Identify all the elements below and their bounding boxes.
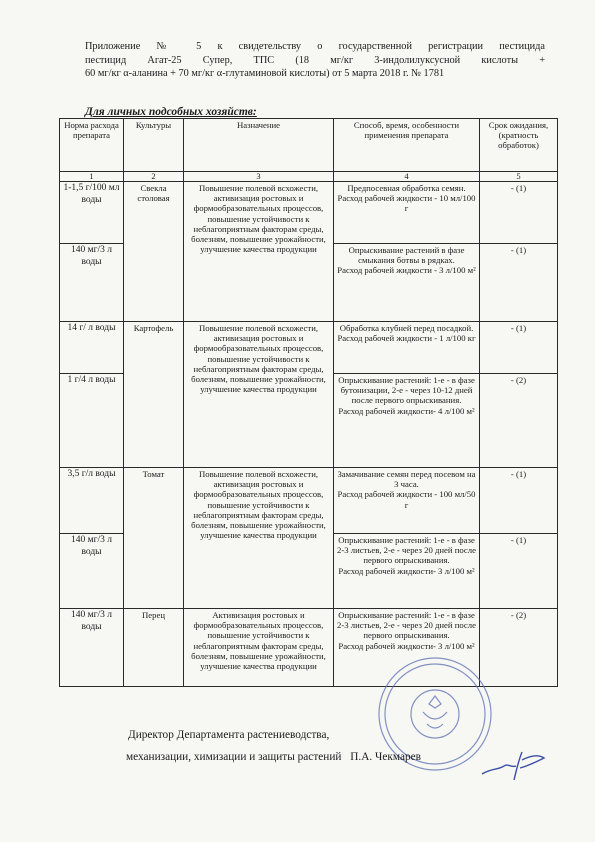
header-rate: Норма расхода препарата [60, 119, 124, 172]
header-line-2: пестицид Агат-25 Супер, ТПС (18 мг/кг 3-индолилуксусной кислоты + [85, 54, 545, 66]
col-num-2: 2 [124, 172, 184, 182]
method-text: Опрыскивание растений: 1-е - в фазе 2-3 листьев, 2-е - через 20 дней после первого опрыскивания. [337, 535, 476, 566]
consumption-text: Расход рабочей жидкости- 3 л/100 м² [338, 565, 475, 576]
signatory-title-line-2 [126, 751, 421, 763]
purpose-cell: Повышение полевой всхожести, активизация ростовых и формообразовательных процессов, повышение устойчивости к неблагоприятным факторам среды, болезням, повышение урожайности, улучшение качества продукции [184, 322, 334, 468]
wait-cell: - (2) [480, 609, 558, 687]
method-cell [334, 534, 480, 609]
handwritten-signature-icon [478, 748, 548, 782]
method-cell [334, 322, 480, 374]
col-num-3: 3 [184, 172, 334, 182]
method-cell [334, 468, 480, 534]
application-table [59, 118, 558, 687]
header-method: Способ, время, особенности применения препарата [334, 119, 480, 172]
culture-cell: Картофель [124, 322, 184, 468]
column-number-row [60, 172, 558, 182]
wait-cell: - (1) [480, 534, 558, 609]
method-text: Опрыскивание растений: 1-е - в фазе 2-3 листьев, 2-е - через 20 дней после первого опрыскивания. [337, 610, 476, 641]
table-row [60, 182, 558, 244]
method-text: Замачивание семян перед посевом на 3 часа. [337, 469, 476, 490]
col-num-5: 5 [480, 172, 558, 182]
method-cell [334, 244, 480, 322]
consumption-text: Расход рабочей жидкости - 10 мл/100 г [337, 193, 476, 214]
rate-cell: 1-1,5 г/100 мл воды [60, 182, 124, 244]
consumption-text: Расход рабочей жидкости- 3 л/100 м² [338, 640, 475, 651]
wait-cell: - (1) [480, 182, 558, 244]
table-row [60, 468, 558, 534]
header-purpose: Назначение [184, 119, 334, 172]
rate-cell: 140 мг/3 л воды [60, 244, 124, 322]
wait-cell: - (1) [480, 468, 558, 534]
method-text: Опрыскивание растений в фазе смыкания ботвы в рядках. [348, 245, 465, 266]
col-num-1: 1 [60, 172, 124, 182]
purpose-cell: Повышение полевой всхожести, активизация ростовых и формообразовательных процессов, повышение устойчивости к неблагоприятным факторам среды, болезням, повышение урожайности, улучшение качества продукции [184, 182, 334, 322]
method-text: Обработка клубней перед посадкой. [339, 323, 474, 333]
col-num-4: 4 [334, 172, 480, 182]
culture-cell: Перец [124, 609, 184, 687]
header-wait: Срок ожидания, (кратность обработок) [480, 119, 558, 172]
header-culture: Культуры [124, 119, 184, 172]
consumption-text: Расход рабочей жидкости - 3 л/100 м² [337, 265, 476, 276]
signatory-department: механизации, химизации и защиты растений [126, 751, 342, 763]
table-header-row [60, 119, 558, 172]
culture-cell: Свекла столовая [124, 182, 184, 322]
wait-cell: - (2) [480, 374, 558, 468]
rate-cell: 14 г/ л воды [60, 322, 124, 374]
document-header [85, 40, 545, 81]
method-text: Предпосевная обработка семян. [347, 183, 466, 193]
purpose-cell: Активизация ростовых и формообразовательных процессов, повышение устойчивости к неблагоприятным факторам среды, болезням, повышение урожайности, улучшение качества продукции [184, 609, 334, 687]
signatory-name: П.А. Чекмарев [350, 751, 421, 763]
signatory-title-line-1: Директор Департамента растениеводства, [128, 729, 330, 741]
purpose-cell: Повышение полевой всхожести, активизация ростовых и формообразовательных процессов, повышение устойчивости к неблагоприятным факторам среды, болезням, повышение урожайности, улучшение качества продукции [184, 468, 334, 609]
rate-cell: 140 мг/3 л воды [60, 534, 124, 609]
consumption-text: Расход рабочей жидкости - 1 л/100 кг [337, 333, 476, 344]
wait-cell: - (1) [480, 322, 558, 374]
section-title: Для личных подсобных хозяйств: [85, 106, 257, 118]
header-line-1: Приложение № 5 к свидетельству о государственной регистрации пестицида [85, 41, 545, 52]
method-text: Опрыскивание растений: 1-е - в фазе бутонизации, 2-е - через 10-12 дней после первого опрыскивания. [338, 375, 475, 406]
table-row [60, 322, 558, 374]
wait-cell: - (1) [480, 244, 558, 322]
rate-cell: 3,5 г/л воды [60, 468, 124, 534]
method-cell [334, 182, 480, 244]
consumption-text: Расход рабочей жидкости- 4 л/100 м² [338, 405, 475, 416]
consumption-text: Расход рабочей жидкости - 100 мл/50 г [337, 489, 476, 510]
rate-cell: 1 г/4 л воды [60, 374, 124, 468]
culture-cell: Томат [124, 468, 184, 609]
method-cell [334, 374, 480, 468]
rate-cell: 140 мг/3 л воды [60, 609, 124, 687]
header-line-3: 60 мг/кг α-аланина + 70 мг/кг α-глутаминовой кислоты) от 5 марта 2018 г. № 1781 [85, 68, 445, 79]
